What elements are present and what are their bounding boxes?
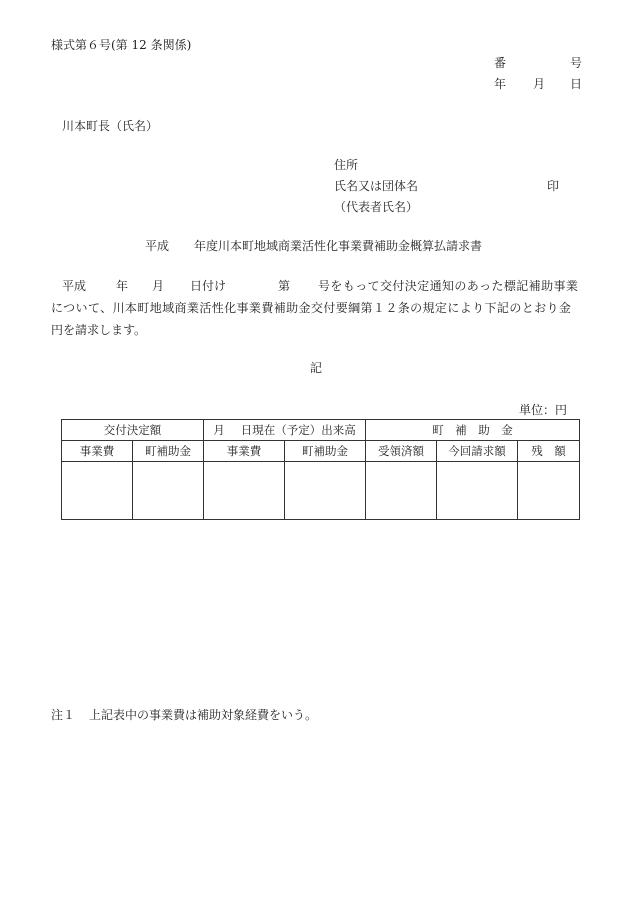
- cell-remaining: [518, 462, 580, 520]
- document-title: 年度川本町地域商業活性化事業費補助金概算払請求書: [194, 239, 483, 253]
- applicant-address-label: 住所: [334, 158, 359, 172]
- applicant-representative-label: （代表者氏名）: [334, 200, 419, 214]
- body-line2: について、川本町地域商業活性化事業費補助金交付要綱第１２条の規定により下記のとおり金: [51, 301, 572, 315]
- body-line3: 円を請求します。: [51, 323, 147, 337]
- col-header-town-subsidy-2: 町補助金: [285, 441, 366, 462]
- col-header-project-cost-2: 事業費: [204, 441, 285, 462]
- col-header-remaining: 残 額: [518, 441, 580, 462]
- number-ban-label: 番: [494, 56, 507, 70]
- cell-town-subsidy-2: [285, 462, 366, 520]
- body-date-suffix: 日付け: [190, 279, 227, 293]
- ki-heading: 記: [310, 361, 323, 375]
- header-town-subsidy: 町 補 助 金: [366, 420, 580, 441]
- note-text: 上記表中の事業費は補助対象経費をいう。: [89, 708, 318, 722]
- date-year-label: 年: [494, 77, 507, 91]
- title-era: 平成: [145, 239, 170, 253]
- addressee: 川本町長（氏名）: [62, 119, 159, 133]
- body-month: 月: [152, 279, 165, 293]
- seal-mark: 印: [547, 179, 560, 193]
- col-header-town-subsidy-1: 町補助金: [133, 441, 204, 462]
- col-header-project-cost-1: 事業費: [62, 441, 133, 462]
- number-go-label: 号: [570, 56, 583, 70]
- date-day-label: 日: [570, 77, 583, 91]
- col-header-received: 受領済額: [366, 441, 437, 462]
- cell-received: [366, 462, 437, 520]
- header-progress-rest: 日現在（予定）出来高: [240, 423, 356, 437]
- applicant-name-label: 氏名又は団体名: [334, 179, 419, 193]
- col-header-this-claim: 今回請求額: [437, 441, 518, 462]
- date-month-label: 月: [533, 77, 546, 91]
- body-dai: 第: [278, 279, 291, 293]
- body-year: 年: [116, 279, 129, 293]
- cell-project-cost-1: [62, 462, 133, 520]
- body-line1-rest: 号をもって交付決定通知のあった標記補助事業: [318, 279, 579, 293]
- header-progress: [204, 420, 366, 441]
- header-progress-month: 月: [213, 423, 225, 437]
- header-decided-amount: 交付決定額: [62, 420, 204, 441]
- unit-label: 単位：円: [519, 403, 568, 417]
- form-number-label: 様式第６号(第 12 条関係): [51, 38, 192, 52]
- cell-town-subsidy-1: [133, 462, 204, 520]
- cell-this-claim: [437, 462, 518, 520]
- note-label: 注１: [51, 708, 76, 722]
- body-era: 平成: [62, 279, 87, 293]
- claim-table: [61, 419, 580, 520]
- cell-project-cost-2: [204, 462, 285, 520]
